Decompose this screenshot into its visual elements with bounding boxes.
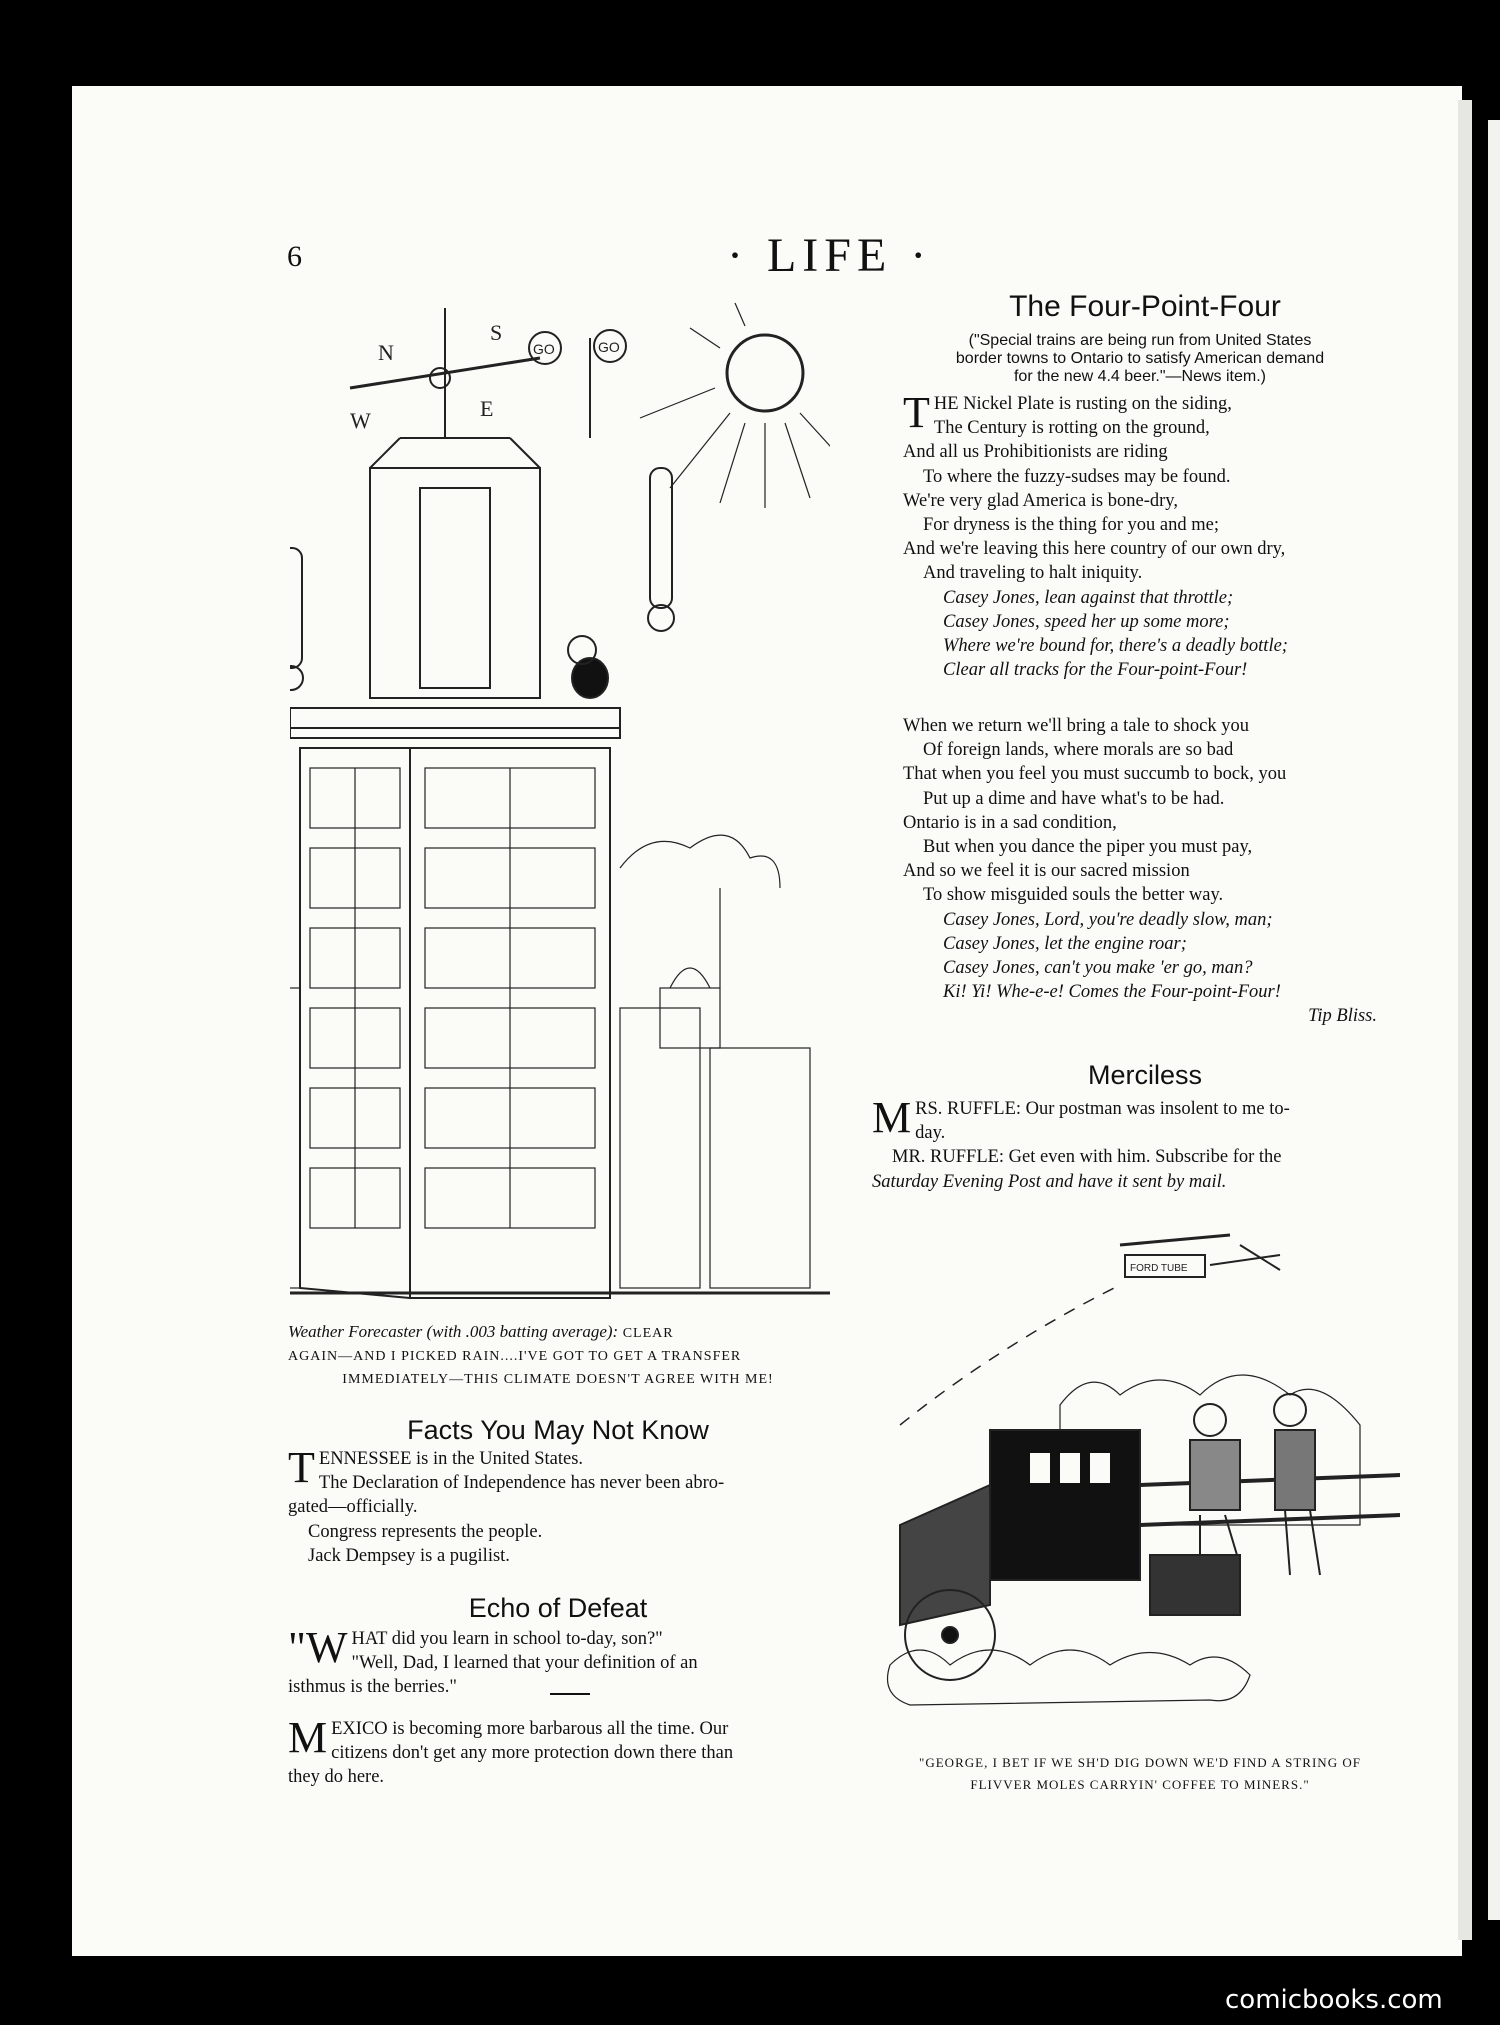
text-line: RS. RUFFLE: Our postman was insolent to me to- (915, 1099, 1290, 1119)
text-line: Saturday Evening Post and have it sent by mail. (872, 1171, 1227, 1192)
poem-author: Tip Bliss. (1308, 1006, 1377, 1027)
poem-line: And all us Prohibitionists are riding (903, 442, 1168, 463)
poem-line: Casey Jones, can't you make 'er go, man? (943, 958, 1253, 979)
poem-stanza-1 (903, 388, 1393, 682)
poem-line: Casey Jones, let the engine roar; (943, 933, 1187, 954)
drop-cap: T (288, 1443, 315, 1492)
next-page-edge (1488, 120, 1500, 1920)
facts-body (288, 1443, 828, 1568)
text-line: citizens don't get any more protection down there than (331, 1743, 734, 1764)
poem-epigraph (890, 332, 1390, 386)
text-line: Congress represents the people. (308, 1521, 543, 1542)
text-line: day. (915, 1123, 946, 1144)
poem-line: To where the fuzzy-sudses may be found. (923, 466, 1231, 487)
text-line: ENNESSEE is in the United States. (318, 1449, 584, 1469)
airplane-icon (1120, 1235, 1280, 1277)
svg-text:E: E (480, 396, 494, 421)
poem-line: Of foreign lands, where morals are so bad (923, 740, 1234, 761)
text-line: "Well, Dad, I learned that your definition of an (351, 1653, 698, 1674)
poem-line: The Century is rotting on the ground, (933, 418, 1210, 439)
page-edge (1458, 100, 1472, 1940)
svg-text:W: W (350, 408, 371, 433)
caption-line: CLEAR (622, 1326, 674, 1341)
poem-line: Casey Jones, speed her up some more; (943, 611, 1230, 632)
svg-text:FORD TUBE: FORD TUBE (1130, 1263, 1188, 1274)
echo-title: Echo of Defeat (468, 1593, 648, 1623)
epigraph-line: ("Special trains are being run from United States (968, 332, 1312, 349)
mexico-body (288, 1713, 828, 1790)
text-line: HAT did you learn in school to-day, son?" (351, 1629, 663, 1649)
facts-title: Facts You May Not Know (407, 1415, 709, 1445)
poem-line: To show misguided souls the better way. (923, 885, 1224, 906)
weather-forecaster-cartoon (290, 288, 830, 1328)
poem-stanza-2 (903, 714, 1393, 1029)
watermark: comicbooks.com (1225, 1985, 1443, 2015)
weather-cartoon-caption (288, 1320, 828, 1391)
poem-line: HE Nickel Plate is rusting on the siding, (933, 394, 1232, 414)
caption-line: AGAIN—AND I PICKED RAIN....I'VE GOT TO GET A TRANSFER (288, 1349, 742, 1364)
poem-line: And we're leaving this here country of our own dry, (903, 539, 1286, 560)
sun-icon (727, 335, 803, 411)
merciless-body (872, 1093, 1404, 1194)
poem-line: And so we feel it is our sacred mission (903, 861, 1190, 882)
poem-line: Casey Jones, Lord, you're deadly slow, man; (943, 909, 1273, 930)
svg-text:S: S (490, 320, 503, 345)
poem-line: Ki! Yi! Whe-e-e! Comes the Four-point-Four! (943, 982, 1281, 1003)
flivver-cartoon-caption (870, 1752, 1410, 1796)
caption-line: FLIVVER MOLES CARRYIN' COFFEE TO MINERS." (970, 1777, 1310, 1792)
poem-title: The Four-Point-Four (1009, 290, 1281, 323)
poem-line: Put up a dime and have what's to be had. (923, 788, 1225, 809)
poem-line: And traveling to halt iniquity. (923, 563, 1143, 584)
text-line: isthmus is the berries." (288, 1677, 457, 1698)
poem-line: But when you dance the piper you must pay, (923, 837, 1253, 858)
svg-text:N: N (378, 340, 394, 365)
caption-speaker: Weather Forecaster (with .003 batting average): (288, 1322, 619, 1341)
drop-cap: M (872, 1093, 912, 1142)
poem-line: Clear all tracks for the Four-point-Four! (943, 660, 1248, 681)
poem-line: That when you feel you must succumb to bock, you (903, 764, 1287, 785)
poem-line: Ontario is in a sad condition, (903, 812, 1117, 833)
poem-line: We're very glad America is bone-dry, (903, 490, 1178, 511)
drop-cap: T (903, 388, 930, 437)
echo-body (288, 1623, 828, 1700)
poem-line: When we return we'll bring a tale to shock you (903, 716, 1249, 736)
poem-line: For dryness is the thing for you and me; (923, 515, 1219, 536)
svg-text:GO: GO (533, 341, 555, 357)
caption-line: "GEORGE, I BET IF WE SH'D DIG DOWN WE'D FIND A STRING OF (919, 1755, 1361, 1770)
text-line: EXICO is becoming more barbarous all the time. Our (331, 1719, 729, 1739)
epigraph-line: for the new 4.4 beer."—News item.) (1013, 368, 1266, 385)
text-line: they do here. (288, 1767, 385, 1788)
text-line: Jack Dempsey is a pugilist. (308, 1545, 510, 1566)
drop-cap: M (288, 1713, 328, 1762)
merciless-title: Merciless (1087, 1060, 1202, 1090)
section-divider (550, 1693, 590, 1695)
text-line: gated—officially. (288, 1497, 418, 1518)
text-line: MR. RUFFLE: Get even with him. Subscribe for the (892, 1147, 1282, 1168)
flivver-cartoon (880, 1225, 1400, 1745)
drop-cap: "W (288, 1623, 348, 1672)
caption-line: IMMEDIATELY—THIS CLIMATE DOESN'T AGREE WITH ME! (342, 1372, 774, 1387)
masthead: · LIFE · (727, 229, 933, 282)
poem-line: Where we're bound for, there's a deadly bottle; (943, 636, 1288, 657)
page-number: 6 (287, 240, 302, 273)
poem-line: Casey Jones, lean against that throttle; (943, 587, 1234, 608)
epigraph-line: border towns to Ontario to satisfy American demand (955, 350, 1325, 367)
svg-text:GO: GO (598, 339, 620, 355)
text-line: The Declaration of Independence has never been abro- (318, 1473, 725, 1494)
